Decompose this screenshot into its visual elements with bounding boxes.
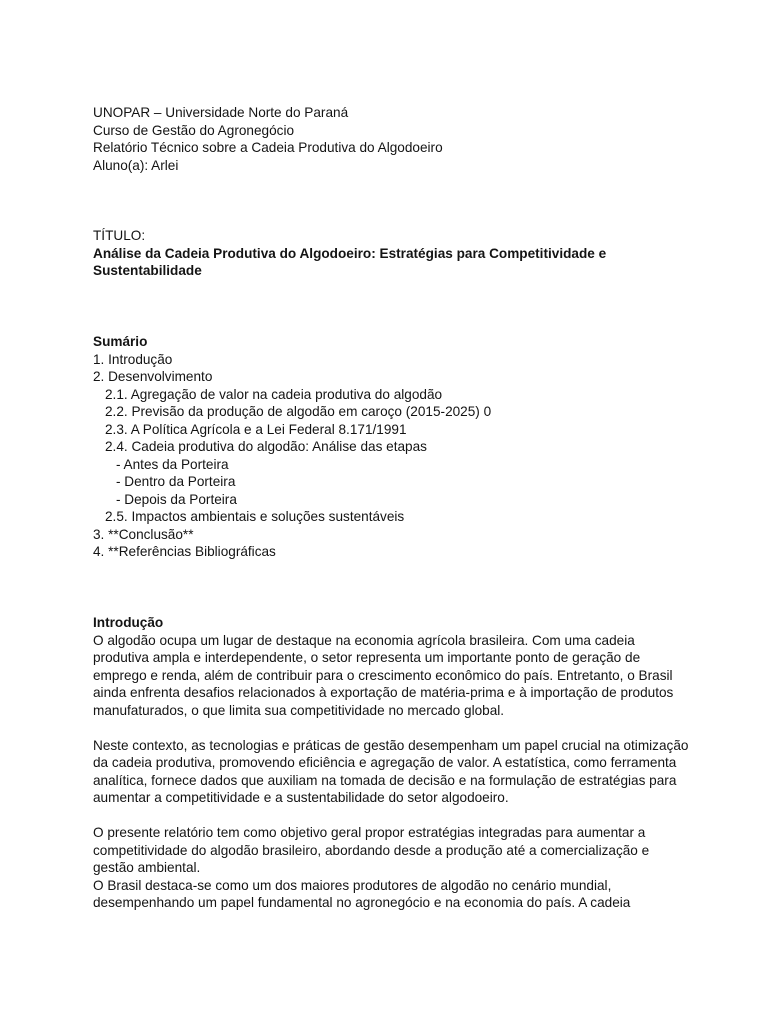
introduction-section <box>93 614 693 912</box>
introduction-heading: Introdução <box>93 615 164 630</box>
summary-heading: Sumário <box>93 334 148 349</box>
summary-item: 2.3. A Política Agrícola e a Lei Federal 8.171/1991 <box>105 421 407 437</box>
institution-line: UNOPAR – Universidade Norte do Paraná <box>93 105 349 120</box>
report-line: Relatório Técnico sobre a Cadeia Produtiva do Algodoeiro <box>93 140 443 155</box>
summary-item: 2.5. Impactos ambientais e soluções sustentáveis <box>105 509 405 524</box>
intro-paragraph: O presente relatório tem como objetivo geral propor estratégias integradas para aumentar a competitividade do algodão brasileiro, abordando desde a produção até a comercialização e gestão ambiental. <box>93 825 650 875</box>
summary-item: 2.2. Previsão da produção de algodão em caroço (2015-2025) 0 <box>105 404 492 419</box>
paragraph-gap <box>93 807 693 825</box>
summary-item: 2.1. Agregação de valor na cadeia produtiva do algodão <box>105 386 443 402</box>
intro-paragraph: Neste contexto, as tecnologias e práticas de gestão desempenham um papel crucial na otimização da cadeia produtiva, promovendo eficiência e agregação de valor. A estatística, como ferramenta analítica, fornece dados que auxiliam na tomada de decisão e na formulação de estratégias para aumentar a competitividade e a sustentabilidade do setor algodoeiro. <box>93 737 689 805</box>
summary-item: 1. Introdução <box>93 351 173 367</box>
student-line: Aluno(a): Arlei <box>93 157 179 173</box>
intro-paragraph: O Brasil destaca-se como um dos maiores produtores de algodão no cenário mundial, desempenhando um papel fundamental no agronegócio e na economia do país. A cadeia <box>93 877 631 910</box>
summary-item: 2. Desenvolvimento <box>93 369 213 384</box>
summary-item: 2.4. Cadeia produtiva do algodão: Análise das etapas <box>105 439 427 454</box>
title-label: TÍTULO: <box>93 228 146 243</box>
paragraph-gap <box>93 719 693 737</box>
intro-paragraph: O algodão ocupa um lugar de destaque na economia agrícola brasileira. Com uma cadeia produtiva ampla e interdependente, o setor representa um importante ponto de geração de emprego e renda, além de contribuir para o crescimento econômico do país. Entretanto, o Brasil ainda enfrenta desafios relacionados à exportação de matéria-prima e à importação de produtos manufaturados, o que limita sua competitividade no mercado global. <box>93 632 674 718</box>
course-line: Curso de Gestão do Agronegócio <box>93 122 295 138</box>
summary-section <box>93 333 491 561</box>
document-title: Análise da Cadeia Produtiva do Algodoeiro: Estratégias para Competitividade e Sustentabilidade <box>93 245 607 278</box>
summary-item: - Antes da Porteira <box>116 456 229 472</box>
title-section <box>93 227 653 280</box>
document-header <box>93 104 443 174</box>
summary-item: - Dentro da Porteira <box>116 474 236 489</box>
summary-item: - Depois da Porteira <box>116 491 237 507</box>
summary-item: 3. **Conclusão** <box>93 526 194 542</box>
summary-item: 4. **Referências Bibliográficas <box>93 544 276 559</box>
